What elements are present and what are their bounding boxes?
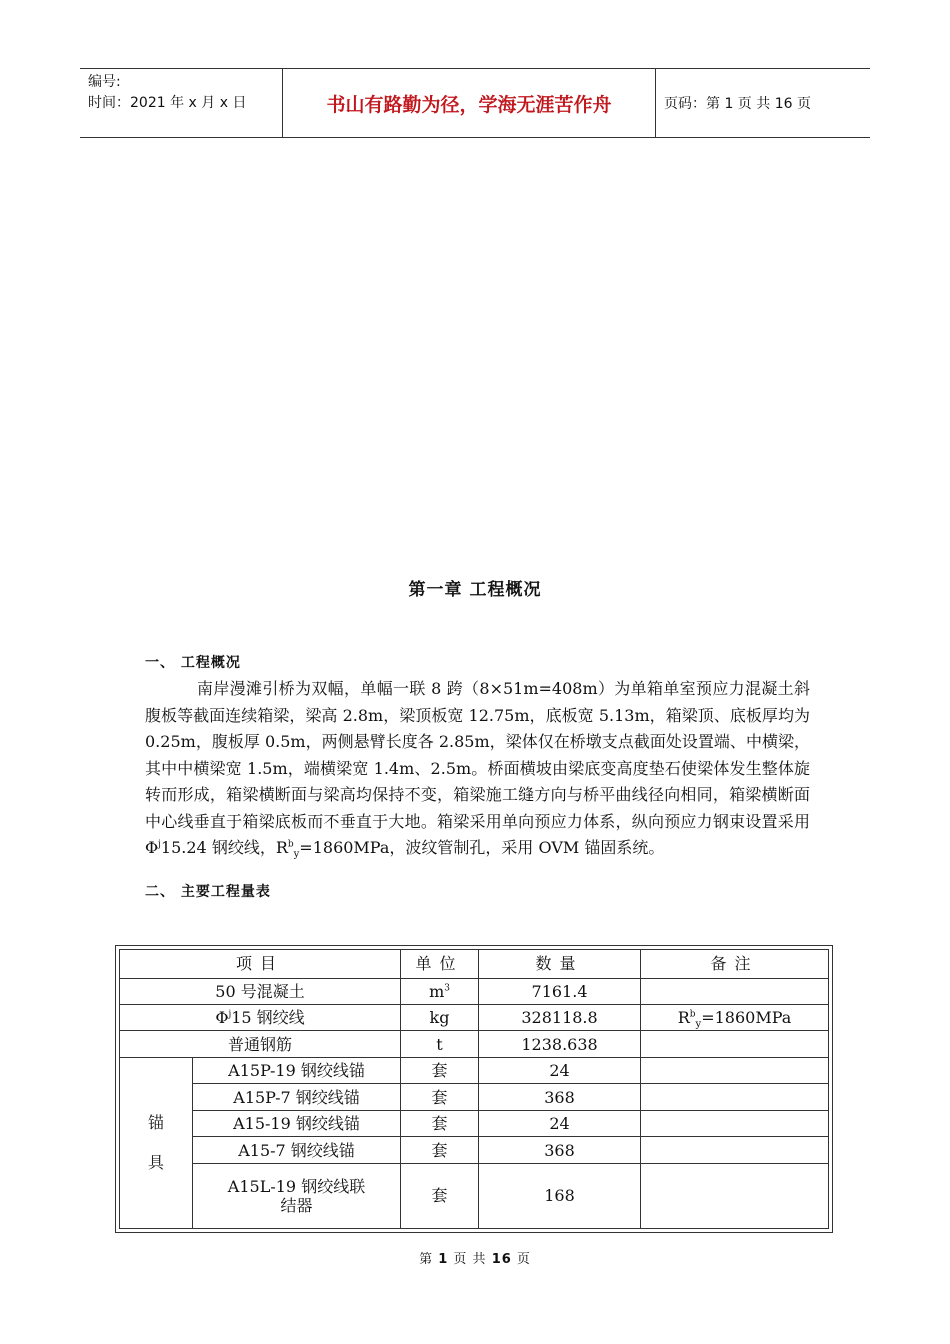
table-row — [120, 1004, 829, 1030]
cell-note — [641, 1057, 829, 1083]
strand-spec: 15.24 钢绞线，R — [160, 838, 288, 857]
page-header — [80, 68, 870, 138]
footer-post: 页 — [516, 1252, 531, 1267]
table-row — [120, 978, 829, 1004]
strength-spec: =1860MPa，波纹管制孔，采用 OVM 锚固系统。 — [299, 838, 665, 857]
unit-text: m — [429, 981, 445, 1001]
cell-item: A15-19 钢绞线锚 — [193, 1110, 401, 1136]
cell-unit: 套 — [401, 1163, 479, 1228]
cell-note — [641, 1031, 829, 1057]
item-text: 15 钢绞线 — [231, 1008, 305, 1028]
cell-item — [120, 1004, 401, 1030]
phi-superscript: j — [158, 839, 161, 850]
cell-note — [641, 1084, 829, 1110]
header-qty: 数量 — [479, 950, 641, 979]
table-row — [120, 1084, 829, 1110]
cell-unit: kg — [401, 1004, 479, 1030]
cell-note — [641, 978, 829, 1004]
cell-qty: 328118.8 — [479, 1004, 641, 1030]
cell-qty: 24 — [479, 1057, 641, 1083]
overview-text: 南岸漫滩引桥为双幅，单幅一联 8 跨（8×51m=408m）为单箱单室预应力混凝土斜腹板等截面连续箱梁，梁高 2.8m，梁顶板宽 12.75m，底板宽 5.13m，箱梁顶、底板厚均为 0.25m，腹板厚 0.5m，两侧悬臂长度各 2.85m，梁体仅在桥墩支点截面处设置端、中横梁，其中中横梁宽 1.5m，端横梁宽 1.4m、2.5m。桥面横坡由梁底变高度垫石使梁体发生整体旋转而形成，箱梁横断面与梁高均保持不变，箱梁施工缝方向与桥平曲线径向相同，箱梁横断面中心线垂直于箱梁底板而不垂直于大地。箱梁采用单向预应力体系，纵向预应力钢束设置采用 — [145, 679, 810, 831]
r-subscript: y — [293, 849, 300, 861]
cell-qty: 7161.4 — [479, 978, 641, 1004]
header-meta — [88, 72, 278, 114]
header-page-info: 页码：第 1 页 共 16 页 — [664, 96, 811, 112]
cell-item: A15P-7 钢绞线锚 — [193, 1084, 401, 1110]
quantity-table — [119, 949, 829, 1229]
cell-item: 50 号混凝土 — [120, 978, 401, 1004]
cell-qty: 368 — [479, 1084, 641, 1110]
table-row — [120, 1031, 829, 1057]
page-footer — [0, 1248, 950, 1267]
table-row — [120, 1057, 829, 1083]
note-text: =1860MPa — [701, 1008, 792, 1028]
anchor-group-char-2: 具 — [147, 1152, 164, 1172]
anchor-group-char-1: 锚 — [147, 1112, 164, 1132]
cell-unit: t — [401, 1031, 479, 1057]
cell-qty: 168 — [479, 1163, 641, 1228]
r-superscript: b — [287, 839, 294, 850]
note-superscript: b — [689, 1009, 696, 1020]
cell-item: A15-7 钢绞线锚 — [193, 1137, 401, 1163]
footer-pre: 第 — [419, 1252, 434, 1267]
cell-note — [641, 1137, 829, 1163]
cell-qty: 1238.638 — [479, 1031, 641, 1057]
cell-unit — [401, 978, 479, 1004]
cell-note — [641, 1004, 829, 1030]
overview-paragraph — [145, 676, 810, 862]
header-item: 项目 — [120, 950, 401, 979]
cell-item-text: A15L-19 钢绞线联结器 — [227, 1176, 366, 1215]
cell-item: 普通钢筋 — [120, 1031, 401, 1057]
header-note: 备注 — [641, 950, 829, 979]
phi-symbol: Φ — [145, 838, 159, 857]
cell-unit: 套 — [401, 1110, 479, 1136]
chapter-title: 第一章 工程概况 — [408, 580, 542, 600]
header-motto: 书山有路勤为径，学海无涯苦作舟 — [282, 69, 656, 137]
cell-unit: 套 — [401, 1084, 479, 1110]
cell-note — [641, 1110, 829, 1136]
note-r: R — [677, 1008, 690, 1028]
cell-item — [193, 1163, 401, 1228]
cell-unit: 套 — [401, 1057, 479, 1083]
anchor-group-label — [120, 1057, 193, 1228]
quantity-table-frame — [115, 945, 833, 1233]
header-unit: 单位 — [401, 950, 479, 979]
section-heading-overview: 一、 工程概况 — [145, 655, 241, 671]
table-row — [120, 1137, 829, 1163]
footer-total-pages: 16 — [491, 1252, 512, 1267]
phi-symbol: Φ — [215, 1008, 229, 1028]
section-heading-quantities: 二、 主要工程量表 — [145, 884, 271, 900]
unit-superscript: 3 — [444, 983, 450, 994]
phi-superscript: j — [228, 1009, 232, 1020]
cell-item: A15P-19 钢绞线锚 — [193, 1057, 401, 1083]
header-time-label: 时间：2021 年 x 月 x 日 — [88, 95, 247, 111]
footer-page-number: 1 — [438, 1252, 449, 1267]
footer-mid: 页 共 — [453, 1252, 487, 1267]
cell-qty: 24 — [479, 1110, 641, 1136]
cell-qty: 368 — [479, 1137, 641, 1163]
cell-note — [641, 1163, 829, 1228]
table-row — [120, 1110, 829, 1136]
header-number-label: 编号: — [88, 74, 121, 90]
table-header-row — [120, 950, 829, 979]
table-row — [120, 1163, 829, 1228]
cell-unit: 套 — [401, 1137, 479, 1163]
note-subscript: y — [695, 1019, 702, 1031]
